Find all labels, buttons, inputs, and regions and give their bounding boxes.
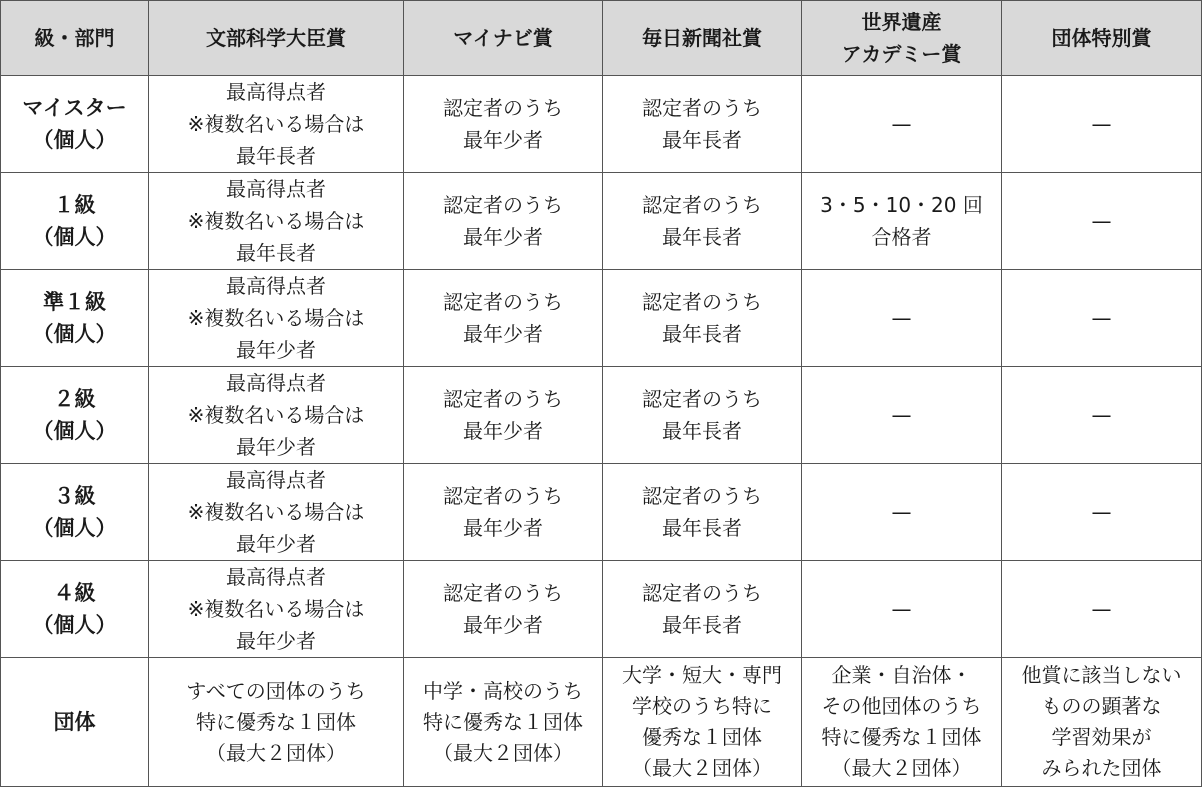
header-mainichi-award: 毎日新聞社賞 (603, 1, 802, 76)
table-cell: — (1002, 76, 1202, 173)
table-cell: 最高得点者 ※複数名いる場合は 最年長者 (149, 76, 404, 173)
row-label: 準１級 （個人） (1, 270, 149, 367)
table-cell: 認定者のうち 最年少者 (404, 270, 603, 367)
table-cell: — (1002, 270, 1202, 367)
table-cell: 中学・高校のうち 特に優秀な１団体 （最大２団体） (404, 658, 603, 787)
table-cell: 認定者のうち 最年長者 (603, 76, 802, 173)
table-cell: 最高得点者 ※複数名いる場合は 最年少者 (149, 367, 404, 464)
table-cell: 3・5・10・20 回 合格者 (802, 173, 1002, 270)
table-row-grade-1 (1, 173, 1202, 270)
row-label: １級 （個人） (1, 173, 149, 270)
table-cell: 最高得点者 ※複数名いる場合は 最年少者 (149, 464, 404, 561)
row-label: ３級 （個人） (1, 464, 149, 561)
table-cell: 認定者のうち 最年少者 (404, 76, 603, 173)
table-row-grade-4 (1, 561, 1202, 658)
table-row-meister (1, 76, 1202, 173)
table-cell: 企業・自治体・ その他団体のうち 特に優秀な１団体 （最大２団体） (802, 658, 1002, 787)
table-cell: — (802, 464, 1002, 561)
table-cell: 認定者のうち 最年少者 (404, 464, 603, 561)
table-cell: 認定者のうち 最年長者 (603, 173, 802, 270)
header-group-special-award: 団体特別賞 (1002, 1, 1202, 76)
table-cell: すべての団体のうち 特に優秀な１団体 （最大２団体） (149, 658, 404, 787)
row-label: ４級 （個人） (1, 561, 149, 658)
table-cell: 認定者のうち 最年少者 (404, 173, 603, 270)
table-cell: 最高得点者 ※複数名いる場合は 最年少者 (149, 270, 404, 367)
table-cell: 最高得点者 ※複数名いる場合は 最年長者 (149, 173, 404, 270)
header-mext-minister-award: 文部科学大臣賞 (149, 1, 404, 76)
table-cell: — (802, 76, 1002, 173)
table-cell: 認定者のうち 最年長者 (603, 367, 802, 464)
table-cell: 認定者のうち 最年長者 (603, 270, 802, 367)
table-cell: — (802, 270, 1002, 367)
table-cell: — (802, 561, 1002, 658)
table-row-grade-3 (1, 464, 1202, 561)
table-row-grade-2 (1, 367, 1202, 464)
table-cell: 認定者のうち 最年少者 (404, 561, 603, 658)
header-grade-division: 級・部門 (1, 1, 149, 76)
row-label: ２級 （個人） (1, 367, 149, 464)
header-row (1, 1, 1202, 76)
table-cell: — (1002, 173, 1202, 270)
table-row-grade-pre-1 (1, 270, 1202, 367)
table-cell: 認定者のうち 最年少者 (404, 367, 603, 464)
table-cell: 最高得点者 ※複数名いる場合は 最年少者 (149, 561, 404, 658)
header-mynavi-award: マイナビ賞 (404, 1, 603, 76)
table-cell: 認定者のうち 最年長者 (603, 464, 802, 561)
row-label: マイスター （個人） (1, 76, 149, 173)
table-body (1, 76, 1202, 787)
table-cell: — (1002, 464, 1202, 561)
table-row-group (1, 658, 1202, 787)
table-cell: 認定者のうち 最年長者 (603, 561, 802, 658)
table-cell: — (802, 367, 1002, 464)
header-world-heritage-academy-award: 世界遺産 アカデミー賞 (802, 1, 1002, 76)
table-cell: — (1002, 561, 1202, 658)
table-header (1, 1, 1202, 76)
table-cell: — (1002, 367, 1202, 464)
table-cell: 他賞に該当しない ものの顕著な 学習効果が みられた団体 (1002, 658, 1202, 787)
row-label: 団体 (1, 658, 149, 787)
table-cell: 大学・短大・専門 学校のうち特に 優秀な１団体 （最大２団体） (603, 658, 802, 787)
